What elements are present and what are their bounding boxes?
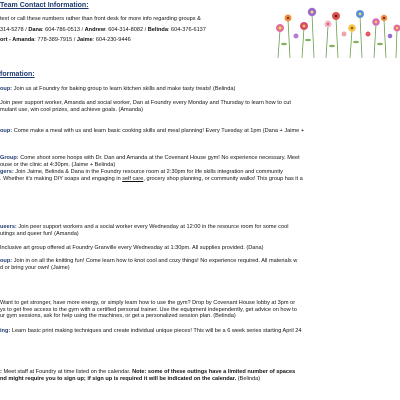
group-desc: Join peer support worker, Amanda and social worker, Dan at Foundry every Monday and Thursday to learn how to cut: [0, 100, 291, 106]
group-desc: Join us at Foundry for baking group to learn kitchen skills and make tasty treats! (Belinda): [13, 86, 236, 92]
contact-name-dana: Dana: [28, 26, 42, 33]
contact-name-jaime: Jaime: [76, 37, 93, 44]
contact-line-2: [0, 27, 378, 34]
group-desc: Join peer support workers and a social worker every Wednesday at 12:00 in the resource room for some cool: [18, 224, 289, 230]
phone-andrew: : 604-314-8082 /: [105, 26, 148, 33]
group-printmaking: [0, 328, 378, 335]
outings-credit: (Belinda): [236, 375, 261, 382]
outings-note-2: nd might require you to sign up; if sign up is required it will be indicated on the calendar.: [0, 375, 237, 382]
contact-name-andrew: Andrew: [84, 26, 106, 33]
contact-name-belinda: Belinda: [147, 26, 168, 33]
phone-jaime: : 604-230-9446: [92, 37, 131, 44]
contact-heading: Team Contact Information:: [0, 2, 89, 9]
group-desc: mulant use, win cool prizes, and achieve goals. (Amanda): [0, 106, 144, 113]
group-knitting: [0, 258, 378, 271]
group-title: Group:: [0, 155, 19, 161]
group-queers: [0, 224, 378, 237]
contact-name-amanda: ort - Amanda: [0, 37, 35, 44]
group-title: oup:: [0, 128, 13, 134]
group-basketball: [0, 155, 378, 168]
group-substance: [0, 100, 378, 113]
phone-dana: : 604-786-0513 /: [42, 26, 85, 33]
group-title: oup:: [0, 86, 13, 92]
group-gym: [0, 300, 378, 320]
group-desc: Inclusive art group offered at Foundry Granville every Wednesday at 1:30pm. All supplies provided. (Dana): [0, 245, 264, 251]
group-desc: d or bring your own! (Jaime): [0, 264, 70, 271]
phone-amanda: : 778-389-7915 /: [34, 37, 77, 44]
contact-line-3: [0, 37, 378, 44]
group-desc: ys to get free access to the gym with a certified personal trainer. Use the equipment independently, get advice on how to: [0, 306, 297, 313]
group-life-skills: [0, 169, 378, 182]
group-title: oup:: [0, 258, 13, 264]
outings-block: [0, 369, 378, 382]
group-title: ing:: [0, 328, 11, 334]
info-heading: formation:: [0, 71, 35, 78]
group-desc: utings and queer fun! (Amanda): [0, 230, 79, 237]
phone-1: 314-5278 /: [0, 26, 29, 33]
group-art: [0, 245, 378, 252]
group-desc: Come make a meal with us and learn basic cooking skills and meal planning! Every Tuesday at 1pm (Dana + Jaime +: [13, 128, 305, 134]
group-desc-2: . Whether it's making DIY soaps and engaging in self care, grocery shop planning, or community walks! This group has it a: [0, 175, 303, 182]
outings-title: :: [0, 369, 2, 375]
group-title: gers:: [0, 169, 14, 175]
group-desc: Come shoot some hoops with Dr. Dan and Amanda at the Covenant House gym! No experience necessary. Meet: [20, 155, 300, 161]
group-desc: Want to get stronger, have more energy, or simply learn how to use the gym? Drop by Covenant House lobby at 3pm or: [0, 300, 296, 306]
contact-block: [0, 16, 378, 44]
group-desc: Learn basic print making techniques and create individual unique pieces! This will be a 6 week series starting April 24: [11, 328, 302, 334]
phone-belinda: : 604-376-6137: [167, 26, 206, 33]
group-title: ueers:: [0, 224, 17, 230]
group-desc: ur gym sessions, ask for help using the machines, or get a personalized session plan. (Belinda): [0, 313, 236, 320]
group-desc: ouse or the clinic at 4:30pm. (Jaime + Belinda): [0, 161, 116, 168]
group-cooking: [0, 128, 378, 135]
group-baking: [0, 86, 378, 93]
group-desc: Join in on all the knitting fun! Come learn how to knot cool and cozy things! No experience required. All materials w: [13, 258, 298, 264]
group-desc: Join Jaime, Belinda & Dana in the Foundry resource room at 2:30pm for life skills integration and community: [15, 169, 283, 175]
outings-note: Note: some of these outings have a limited number of spaces: [132, 369, 296, 375]
outings-text: Meet staff at Foundry at time listed on the calendar.: [3, 369, 133, 375]
contact-line-1: text or call these numbers rather than front desk for more info regarding groups &: [0, 16, 201, 22]
